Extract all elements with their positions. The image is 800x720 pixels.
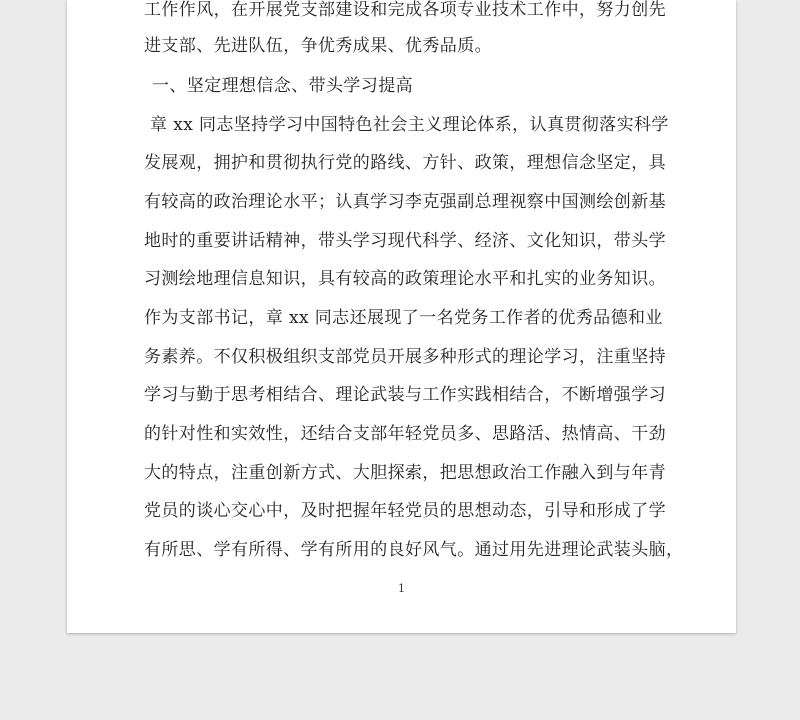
text-line-4: 章 xx 同志坚持学习中国特色社会主义理论体系，认真贯彻落实科学 [150,115,669,135]
section-heading: 一、坚定理想信念、带头学习提高 [152,76,413,96]
text-line-11: 学习与勤于思考相结合、理论武装与工作实践相结合，不断增强学习 [144,385,666,405]
text-line-15: 有所思、学有所得、学有所用的良好风气。通过用先进理论武装头脑， [144,540,684,560]
text-line-1: 工作作风，在开展党支部建设和完成各项专业技术工作中，努力创先 [144,0,666,20]
text-line-5: 发展观，拥护和贯彻执行党的路线、方针、政策，理想信念坚定，具 [144,153,666,173]
text-line-7: 地时的重要讲话精神，带头学习现代科学、经济、文化知识，带头学 [144,231,666,251]
text-line-6: 有较高的政治理论水平；认真学习李克强副总理视察中国测绘创新基 [144,192,666,212]
page-number: 1 [398,582,405,595]
text-line-8: 习测绘地理信息知识，具有较高的政策理论水平和扎实的业务知识。 [144,269,666,289]
text-line-10: 务素养。不仅积极组织支部党员开展多种形式的理论学习，注重坚持 [144,347,666,367]
text-line-14: 党员的谈心交心中，及时把握年轻党员的思想动态，引导和形成了学 [144,501,666,521]
document-page [67,0,736,633]
text-line-13: 大的特点，注重创新方式、大胆探索，把思想政治工作融入到与年青 [144,463,666,483]
text-line-2: 进支部、先进队伍，争优秀成果、优秀品质。 [144,36,492,56]
text-line-12: 的针对性和实效性，还结合支部年轻党员多、思路活、热情高、干劲 [144,424,666,444]
text-line-9: 作为支部书记，章 xx 同志还展现了一名党务工作者的优秀品德和业 [144,308,663,328]
